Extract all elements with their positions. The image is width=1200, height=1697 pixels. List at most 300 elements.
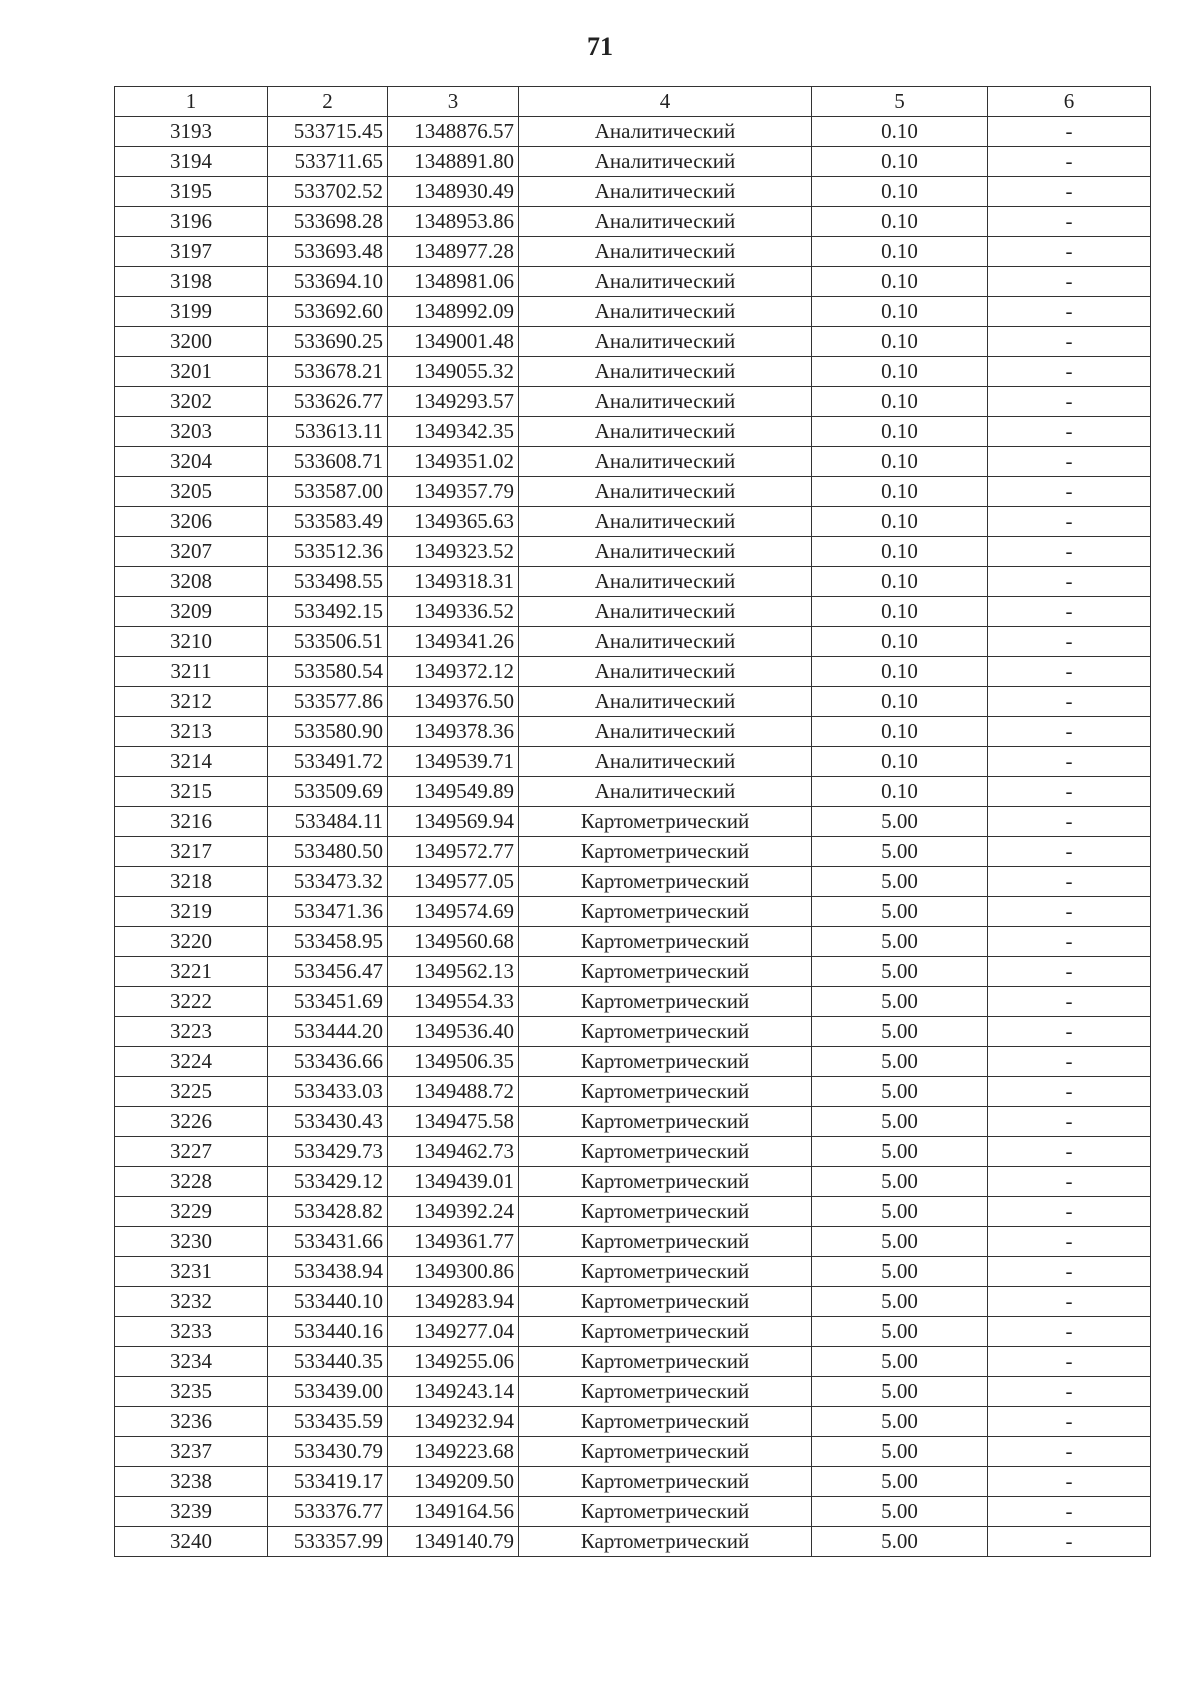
table-row xyxy=(115,1347,1151,1377)
accuracy-cell: 0.10 xyxy=(812,357,988,387)
point-number-cell: 3210 xyxy=(115,627,268,657)
y-coordinate-cell: 1349376.50 xyxy=(388,687,519,717)
note-cell: - xyxy=(988,327,1151,357)
accuracy-cell: 0.10 xyxy=(812,687,988,717)
accuracy-cell: 0.10 xyxy=(812,447,988,477)
x-coordinate-cell: 533471.36 xyxy=(268,897,388,927)
note-cell: - xyxy=(988,717,1151,747)
x-coordinate-cell: 533440.16 xyxy=(268,1317,388,1347)
column-header: 5 xyxy=(812,87,988,117)
point-number-cell: 3198 xyxy=(115,267,268,297)
method-cell: Аналитический xyxy=(519,447,812,477)
table-row xyxy=(115,1107,1151,1137)
point-number-cell: 3220 xyxy=(115,927,268,957)
point-number-cell: 3229 xyxy=(115,1197,268,1227)
x-coordinate-cell: 533693.48 xyxy=(268,237,388,267)
method-cell: Картометрический xyxy=(519,1197,812,1227)
point-number-cell: 3217 xyxy=(115,837,268,867)
point-number-cell: 3218 xyxy=(115,867,268,897)
y-coordinate-cell: 1349560.68 xyxy=(388,927,519,957)
note-cell: - xyxy=(988,237,1151,267)
accuracy-cell: 5.00 xyxy=(812,867,988,897)
method-cell: Аналитический xyxy=(519,567,812,597)
table-row xyxy=(115,297,1151,327)
x-coordinate-cell: 533698.28 xyxy=(268,207,388,237)
table-row xyxy=(115,1287,1151,1317)
method-cell: Аналитический xyxy=(519,207,812,237)
y-coordinate-cell: 1349439.01 xyxy=(388,1167,519,1197)
point-number-cell: 3207 xyxy=(115,537,268,567)
table-row xyxy=(115,627,1151,657)
x-coordinate-cell: 533430.79 xyxy=(268,1437,388,1467)
y-coordinate-cell: 1348992.09 xyxy=(388,297,519,327)
note-cell: - xyxy=(988,837,1151,867)
point-number-cell: 3211 xyxy=(115,657,268,687)
point-number-cell: 3224 xyxy=(115,1047,268,1077)
y-coordinate-cell: 1349164.56 xyxy=(388,1497,519,1527)
method-cell: Картометрический xyxy=(519,1497,812,1527)
accuracy-cell: 0.10 xyxy=(812,507,988,537)
accuracy-cell: 5.00 xyxy=(812,1467,988,1497)
accuracy-cell: 5.00 xyxy=(812,1497,988,1527)
point-number-cell: 3213 xyxy=(115,717,268,747)
method-cell: Картометрический xyxy=(519,837,812,867)
accuracy-cell: 5.00 xyxy=(812,1137,988,1167)
accuracy-cell: 5.00 xyxy=(812,1437,988,1467)
method-cell: Картометрический xyxy=(519,1137,812,1167)
table-row xyxy=(115,1497,1151,1527)
point-number-cell: 3214 xyxy=(115,747,268,777)
y-coordinate-cell: 1348981.06 xyxy=(388,267,519,297)
point-number-cell: 3208 xyxy=(115,567,268,597)
column-header: 4 xyxy=(519,87,812,117)
method-cell: Аналитический xyxy=(519,117,812,147)
note-cell: - xyxy=(988,1377,1151,1407)
method-cell: Аналитический xyxy=(519,237,812,267)
y-coordinate-cell: 1349341.26 xyxy=(388,627,519,657)
column-header: 2 xyxy=(268,87,388,117)
accuracy-cell: 5.00 xyxy=(812,987,988,1017)
y-coordinate-cell: 1349392.24 xyxy=(388,1197,519,1227)
note-cell: - xyxy=(988,747,1151,777)
accuracy-cell: 0.10 xyxy=(812,267,988,297)
x-coordinate-cell: 533690.25 xyxy=(268,327,388,357)
method-cell: Аналитический xyxy=(519,657,812,687)
note-cell: - xyxy=(988,897,1151,927)
x-coordinate-cell: 533509.69 xyxy=(268,777,388,807)
accuracy-cell: 0.10 xyxy=(812,747,988,777)
point-number-cell: 3238 xyxy=(115,1467,268,1497)
y-coordinate-cell: 1349577.05 xyxy=(388,867,519,897)
method-cell: Картометрический xyxy=(519,1047,812,1077)
y-coordinate-cell: 1349475.58 xyxy=(388,1107,519,1137)
point-number-cell: 3234 xyxy=(115,1347,268,1377)
x-coordinate-cell: 533419.17 xyxy=(268,1467,388,1497)
y-coordinate-cell: 1349536.40 xyxy=(388,1017,519,1047)
point-number-cell: 3197 xyxy=(115,237,268,267)
table-row xyxy=(115,1437,1151,1467)
method-cell: Аналитический xyxy=(519,687,812,717)
note-cell: - xyxy=(988,147,1151,177)
x-coordinate-cell: 533580.90 xyxy=(268,717,388,747)
x-coordinate-cell: 533484.11 xyxy=(268,807,388,837)
accuracy-cell: 0.10 xyxy=(812,117,988,147)
point-number-cell: 3200 xyxy=(115,327,268,357)
accuracy-cell: 5.00 xyxy=(812,1407,988,1437)
x-coordinate-cell: 533608.71 xyxy=(268,447,388,477)
accuracy-cell: 0.10 xyxy=(812,177,988,207)
note-cell: - xyxy=(988,117,1151,147)
note-cell: - xyxy=(988,1047,1151,1077)
y-coordinate-cell: 1349342.35 xyxy=(388,417,519,447)
point-number-cell: 3239 xyxy=(115,1497,268,1527)
table-row xyxy=(115,1317,1151,1347)
point-number-cell: 3235 xyxy=(115,1377,268,1407)
method-cell: Картометрический xyxy=(519,1527,812,1557)
point-number-cell: 3206 xyxy=(115,507,268,537)
note-cell: - xyxy=(988,207,1151,237)
table-row xyxy=(115,657,1151,687)
x-coordinate-cell: 533580.54 xyxy=(268,657,388,687)
point-number-cell: 3219 xyxy=(115,897,268,927)
accuracy-cell: 0.10 xyxy=(812,237,988,267)
note-cell: - xyxy=(988,267,1151,297)
note-cell: - xyxy=(988,1167,1151,1197)
y-coordinate-cell: 1349277.04 xyxy=(388,1317,519,1347)
note-cell: - xyxy=(988,867,1151,897)
method-cell: Аналитический xyxy=(519,177,812,207)
y-coordinate-cell: 1349365.63 xyxy=(388,507,519,537)
y-coordinate-cell: 1349255.06 xyxy=(388,1347,519,1377)
y-coordinate-cell: 1348930.49 xyxy=(388,177,519,207)
table-row xyxy=(115,1047,1151,1077)
table-row xyxy=(115,117,1151,147)
table-row xyxy=(115,177,1151,207)
x-coordinate-cell: 533430.43 xyxy=(268,1107,388,1137)
x-coordinate-cell: 533577.86 xyxy=(268,687,388,717)
table-row xyxy=(115,1257,1151,1287)
table-row xyxy=(115,687,1151,717)
accuracy-cell: 0.10 xyxy=(812,207,988,237)
column-header: 1 xyxy=(115,87,268,117)
table-row xyxy=(115,1467,1151,1497)
note-cell: - xyxy=(988,177,1151,207)
method-cell: Картометрический xyxy=(519,1407,812,1437)
method-cell: Картометрический xyxy=(519,1107,812,1137)
x-coordinate-cell: 533440.10 xyxy=(268,1287,388,1317)
method-cell: Картометрический xyxy=(519,1077,812,1107)
note-cell: - xyxy=(988,807,1151,837)
note-cell: - xyxy=(988,1467,1151,1497)
table-row xyxy=(115,417,1151,447)
x-coordinate-cell: 533715.45 xyxy=(268,117,388,147)
table-row xyxy=(115,837,1151,867)
point-number-cell: 3236 xyxy=(115,1407,268,1437)
y-coordinate-cell: 1348876.57 xyxy=(388,117,519,147)
y-coordinate-cell: 1349318.31 xyxy=(388,567,519,597)
note-cell: - xyxy=(988,357,1151,387)
y-coordinate-cell: 1349283.94 xyxy=(388,1287,519,1317)
x-coordinate-cell: 533613.11 xyxy=(268,417,388,447)
y-coordinate-cell: 1348891.80 xyxy=(388,147,519,177)
point-number-cell: 3193 xyxy=(115,117,268,147)
accuracy-cell: 5.00 xyxy=(812,1377,988,1407)
note-cell: - xyxy=(988,627,1151,657)
x-coordinate-cell: 533626.77 xyxy=(268,387,388,417)
x-coordinate-cell: 533473.32 xyxy=(268,867,388,897)
point-number-cell: 3202 xyxy=(115,387,268,417)
column-header: 6 xyxy=(988,87,1151,117)
note-cell: - xyxy=(988,1077,1151,1107)
point-number-cell: 3203 xyxy=(115,417,268,447)
x-coordinate-cell: 533440.35 xyxy=(268,1347,388,1377)
table-row xyxy=(115,717,1151,747)
table-row xyxy=(115,897,1151,927)
x-coordinate-cell: 533439.00 xyxy=(268,1377,388,1407)
accuracy-cell: 5.00 xyxy=(812,1347,988,1377)
table-row xyxy=(115,447,1151,477)
x-coordinate-cell: 533456.47 xyxy=(268,957,388,987)
y-coordinate-cell: 1349300.86 xyxy=(388,1257,519,1287)
point-number-cell: 3232 xyxy=(115,1287,268,1317)
coordinates-table xyxy=(114,86,1151,1557)
note-cell: - xyxy=(988,387,1151,417)
x-coordinate-cell: 533429.12 xyxy=(268,1167,388,1197)
point-number-cell: 3199 xyxy=(115,297,268,327)
method-cell: Картометрический xyxy=(519,1257,812,1287)
x-coordinate-cell: 533458.95 xyxy=(268,927,388,957)
point-number-cell: 3233 xyxy=(115,1317,268,1347)
y-coordinate-cell: 1349569.94 xyxy=(388,807,519,837)
note-cell: - xyxy=(988,1197,1151,1227)
x-coordinate-cell: 533431.66 xyxy=(268,1227,388,1257)
table-row xyxy=(115,357,1151,387)
method-cell: Аналитический xyxy=(519,597,812,627)
point-number-cell: 3230 xyxy=(115,1227,268,1257)
method-cell: Картометрический xyxy=(519,1317,812,1347)
table-row xyxy=(115,597,1151,627)
y-coordinate-cell: 1349488.72 xyxy=(388,1077,519,1107)
table-row xyxy=(115,1197,1151,1227)
table-row xyxy=(115,1377,1151,1407)
table-row xyxy=(115,567,1151,597)
y-coordinate-cell: 1349223.68 xyxy=(388,1437,519,1467)
x-coordinate-cell: 533357.99 xyxy=(268,1527,388,1557)
point-number-cell: 3222 xyxy=(115,987,268,1017)
x-coordinate-cell: 533506.51 xyxy=(268,627,388,657)
point-number-cell: 3196 xyxy=(115,207,268,237)
point-number-cell: 3194 xyxy=(115,147,268,177)
point-number-cell: 3205 xyxy=(115,477,268,507)
point-number-cell: 3215 xyxy=(115,777,268,807)
x-coordinate-cell: 533436.66 xyxy=(268,1047,388,1077)
accuracy-cell: 5.00 xyxy=(812,1167,988,1197)
y-coordinate-cell: 1348977.28 xyxy=(388,237,519,267)
method-cell: Аналитический xyxy=(519,267,812,297)
accuracy-cell: 5.00 xyxy=(812,1227,988,1257)
method-cell: Аналитический xyxy=(519,357,812,387)
y-coordinate-cell: 1348953.86 xyxy=(388,207,519,237)
table-row xyxy=(115,507,1151,537)
y-coordinate-cell: 1349549.89 xyxy=(388,777,519,807)
table-row xyxy=(115,237,1151,267)
method-cell: Картометрический xyxy=(519,807,812,837)
table-row xyxy=(115,1167,1151,1197)
method-cell: Аналитический xyxy=(519,717,812,747)
accuracy-cell: 5.00 xyxy=(812,1527,988,1557)
method-cell: Картометрический xyxy=(519,867,812,897)
note-cell: - xyxy=(988,297,1151,327)
note-cell: - xyxy=(988,1107,1151,1137)
accuracy-cell: 5.00 xyxy=(812,897,988,927)
method-cell: Аналитический xyxy=(519,537,812,567)
method-cell: Аналитический xyxy=(519,147,812,177)
method-cell: Аналитический xyxy=(519,507,812,537)
table-row xyxy=(115,147,1151,177)
x-coordinate-cell: 533451.69 xyxy=(268,987,388,1017)
y-coordinate-cell: 1349055.32 xyxy=(388,357,519,387)
note-cell: - xyxy=(988,537,1151,567)
note-cell: - xyxy=(988,987,1151,1017)
accuracy-cell: 0.10 xyxy=(812,297,988,327)
table-row xyxy=(115,1527,1151,1557)
note-cell: - xyxy=(988,927,1151,957)
accuracy-cell: 0.10 xyxy=(812,537,988,567)
x-coordinate-cell: 533692.60 xyxy=(268,297,388,327)
point-number-cell: 3228 xyxy=(115,1167,268,1197)
y-coordinate-cell: 1349506.35 xyxy=(388,1047,519,1077)
method-cell: Аналитический xyxy=(519,387,812,417)
accuracy-cell: 5.00 xyxy=(812,837,988,867)
y-coordinate-cell: 1349554.33 xyxy=(388,987,519,1017)
table-row xyxy=(115,1137,1151,1167)
note-cell: - xyxy=(988,1227,1151,1257)
column-header: 3 xyxy=(388,87,519,117)
note-cell: - xyxy=(988,597,1151,627)
point-number-cell: 3225 xyxy=(115,1077,268,1107)
method-cell: Аналитический xyxy=(519,747,812,777)
y-coordinate-cell: 1349351.02 xyxy=(388,447,519,477)
y-coordinate-cell: 1349140.79 xyxy=(388,1527,519,1557)
method-cell: Картометрический xyxy=(519,987,812,1017)
note-cell: - xyxy=(988,1317,1151,1347)
accuracy-cell: 0.10 xyxy=(812,477,988,507)
note-cell: - xyxy=(988,957,1151,987)
x-coordinate-cell: 533702.52 xyxy=(268,177,388,207)
point-number-cell: 3209 xyxy=(115,597,268,627)
note-cell: - xyxy=(988,777,1151,807)
x-coordinate-cell: 533587.00 xyxy=(268,477,388,507)
y-coordinate-cell: 1349574.69 xyxy=(388,897,519,927)
method-cell: Картометрический xyxy=(519,1287,812,1317)
table-row xyxy=(115,207,1151,237)
table-header-row xyxy=(115,87,1151,117)
x-coordinate-cell: 533435.59 xyxy=(268,1407,388,1437)
y-coordinate-cell: 1349336.52 xyxy=(388,597,519,627)
point-number-cell: 3237 xyxy=(115,1437,268,1467)
note-cell: - xyxy=(988,1017,1151,1047)
table-row xyxy=(115,1407,1151,1437)
x-coordinate-cell: 533480.50 xyxy=(268,837,388,867)
note-cell: - xyxy=(988,1437,1151,1467)
x-coordinate-cell: 533429.73 xyxy=(268,1137,388,1167)
method-cell: Аналитический xyxy=(519,297,812,327)
method-cell: Картометрический xyxy=(519,897,812,927)
y-coordinate-cell: 1349323.52 xyxy=(388,537,519,567)
method-cell: Картометрический xyxy=(519,1227,812,1257)
x-coordinate-cell: 533376.77 xyxy=(268,1497,388,1527)
note-cell: - xyxy=(988,567,1151,597)
point-number-cell: 3204 xyxy=(115,447,268,477)
y-coordinate-cell: 1349357.79 xyxy=(388,477,519,507)
y-coordinate-cell: 1349462.73 xyxy=(388,1137,519,1167)
accuracy-cell: 0.10 xyxy=(812,627,988,657)
table-body xyxy=(115,117,1151,1557)
accuracy-cell: 5.00 xyxy=(812,1317,988,1347)
note-cell: - xyxy=(988,1287,1151,1317)
point-number-cell: 3212 xyxy=(115,687,268,717)
note-cell: - xyxy=(988,1407,1151,1437)
table-row xyxy=(115,807,1151,837)
accuracy-cell: 0.10 xyxy=(812,717,988,747)
point-number-cell: 3221 xyxy=(115,957,268,987)
x-coordinate-cell: 533491.72 xyxy=(268,747,388,777)
x-coordinate-cell: 533678.21 xyxy=(268,357,388,387)
note-cell: - xyxy=(988,1527,1151,1557)
method-cell: Картометрический xyxy=(519,1377,812,1407)
accuracy-cell: 5.00 xyxy=(812,1107,988,1137)
accuracy-cell: 5.00 xyxy=(812,1197,988,1227)
table-row xyxy=(115,387,1151,417)
accuracy-cell: 0.10 xyxy=(812,327,988,357)
accuracy-cell: 5.00 xyxy=(812,1047,988,1077)
table-row xyxy=(115,747,1151,777)
point-number-cell: 3240 xyxy=(115,1527,268,1557)
accuracy-cell: 0.10 xyxy=(812,567,988,597)
note-cell: - xyxy=(988,1137,1151,1167)
accuracy-cell: 5.00 xyxy=(812,1077,988,1107)
y-coordinate-cell: 1349378.36 xyxy=(388,717,519,747)
accuracy-cell: 5.00 xyxy=(812,807,988,837)
x-coordinate-cell: 533711.65 xyxy=(268,147,388,177)
x-coordinate-cell: 533428.82 xyxy=(268,1197,388,1227)
note-cell: - xyxy=(988,657,1151,687)
accuracy-cell: 0.10 xyxy=(812,147,988,177)
method-cell: Аналитический xyxy=(519,627,812,657)
note-cell: - xyxy=(988,1257,1151,1287)
y-coordinate-cell: 1349001.48 xyxy=(388,327,519,357)
table-row xyxy=(115,987,1151,1017)
y-coordinate-cell: 1349243.14 xyxy=(388,1377,519,1407)
table-row xyxy=(115,867,1151,897)
note-cell: - xyxy=(988,1497,1151,1527)
point-number-cell: 3201 xyxy=(115,357,268,387)
method-cell: Картометрический xyxy=(519,1017,812,1047)
y-coordinate-cell: 1349539.71 xyxy=(388,747,519,777)
accuracy-cell: 5.00 xyxy=(812,957,988,987)
note-cell: - xyxy=(988,687,1151,717)
x-coordinate-cell: 533492.15 xyxy=(268,597,388,627)
note-cell: - xyxy=(988,417,1151,447)
y-coordinate-cell: 1349572.77 xyxy=(388,837,519,867)
x-coordinate-cell: 533583.49 xyxy=(268,507,388,537)
y-coordinate-cell: 1349232.94 xyxy=(388,1407,519,1437)
table-row xyxy=(115,1017,1151,1047)
table-row xyxy=(115,267,1151,297)
y-coordinate-cell: 1349293.57 xyxy=(388,387,519,417)
table-row xyxy=(115,477,1151,507)
table-row xyxy=(115,1077,1151,1107)
